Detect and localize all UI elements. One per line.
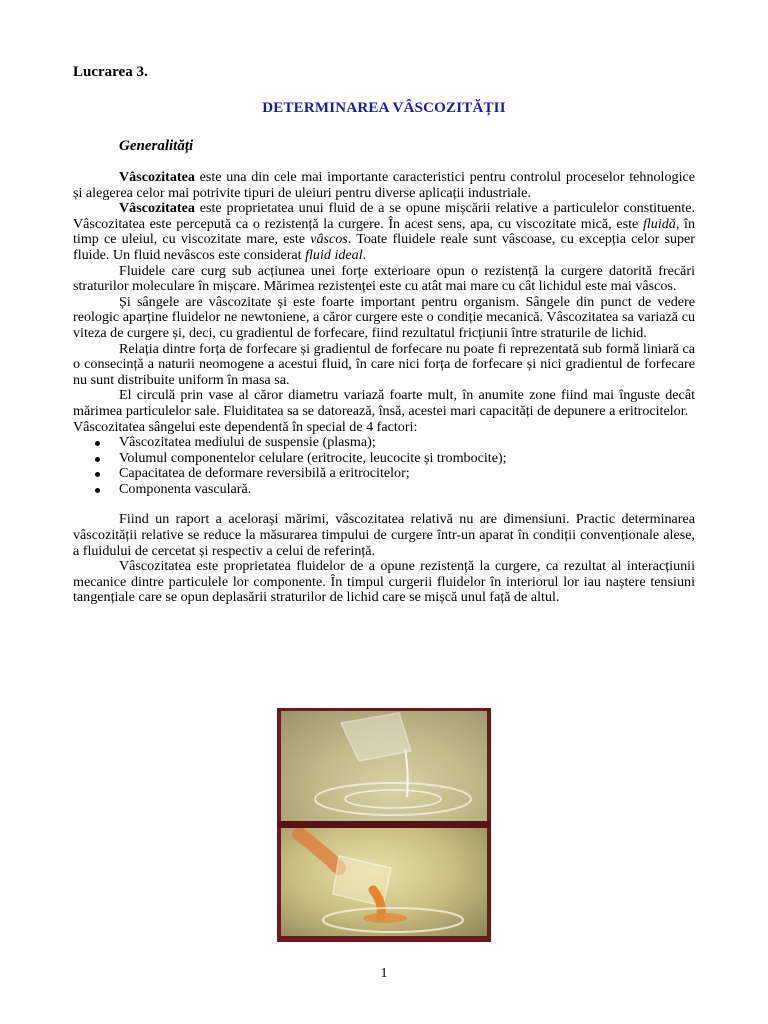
- paragraph-2-text-c: . Toate fluidele reale sunt vâscoase, cu excepția celor super fluide. Un fluid nevâscos este considerat: [73, 231, 696, 263]
- factors-list: [73, 435, 695, 497]
- paragraph-9: Vâscozitatea este proprietatea fluidelor de a opune rezistență la curgere, ca rezultat al interacțiunii mecanice dintre particulele lor componente. În timpul curgerii fluidelor în interiorul lor iau naștere tensiuni tangențiale care se opun deplasării straturilor de lichid care se mișcă unul față de altul.: [73, 558, 695, 606]
- italic-term-vascos: vâscos: [310, 231, 348, 248]
- paragraph-6: El circulă prin vase al căror diametru variază foarte mult, în anumite zone fiind mai înguste decât mărimea particulelor sale. Fluiditatea sa se datorează, însă, acestei mari capacități de depunere a eritrocitelor.: [73, 387, 695, 419]
- page-title: DETERMINAREA VÂSCOZITĂȚII: [262, 100, 506, 116]
- list-item: Capacitatea de deformare reversibilă a eritrocitelor;: [73, 466, 695, 482]
- paragraph-7: Vâscozitatea sângelui este dependentă în special de 4 factori:: [73, 418, 418, 435]
- pouring-water-illustration: [281, 711, 487, 821]
- paragraph-2-text-b: , în timp ce uleiul, cu viscozitate mare, este: [73, 215, 695, 248]
- paragraph-1: [73, 170, 695, 201]
- paragraph-1-text: este una din cele mai importante caracteristici pentru controlul proceselor tehnologice și alegerea celor mai potrivite tipuri de uleiuri pentru diverse aplicații industriale.: [73, 169, 695, 201]
- list-item: Componenta vasculară.: [73, 482, 695, 498]
- paragraph-4: Și sângele are vâscozitate și este foarte important pentru organism. Sângele din punct de vedere reologic aparține fluidelor ne newtoniene, a căror curgere este o condiție mecanică. Vâscozitatea sa variază cu viteza de curgere și, deci, cu gradientul de forfecare, fiind rezultatul fricțiunii între straturile de lichid.: [73, 293, 695, 341]
- italic-term-fluida: fluidă: [642, 215, 676, 232]
- italic-term-fluid-ideal: fluid ideal: [305, 246, 363, 263]
- paragraph-2: [73, 201, 695, 263]
- lab-label: Lucrarea 3.: [73, 64, 148, 80]
- list-item: Vâscozitatea mediului de suspensie (plasma);: [73, 435, 695, 451]
- paragraph-2-text-d: .: [362, 246, 367, 263]
- viscosity-demo-photo: [277, 708, 491, 942]
- photo-frame-viscous: [281, 828, 487, 936]
- pouring-viscous-illustration: [281, 828, 487, 936]
- bold-term: Vâscozitatea: [119, 169, 195, 185]
- paragraph-3: Fluidele care curg sub acțiunea unei forțe exterioare opun o rezistență la curgere datorită frecări straturilor moleculare în mișcare. Mărimea rezistenței este cu atât mai mare cu cât lichidul este mai vâscos.: [73, 262, 695, 295]
- page-number: 1: [380, 966, 388, 981]
- paragraph-5: Relația dintre forța de forfecare și gradientul de forfecare nu poate fi reprezentată sub formă liniară ca o consecință a naturii neomogene a acestui fluid, în care nici forța de forfecare și nici gradientul de forfecare nu sunt distribuite uniform în masa sa.: [73, 340, 695, 388]
- section-heading: Generalități: [119, 138, 194, 154]
- photo-frame-water: [281, 711, 487, 821]
- paragraph-8: Fiind un raport a acelorași mărimi, vâscozitatea relativă nu are dimensiuni. Practic determinarea vâscozității relative se reduce la măsurarea timpului de curgere într-un aparat în condiții convenționale alese, a fluidului de cercetat și respectiv a celui de referință.: [73, 511, 695, 559]
- list-item: Volumul componentelor celulare (eritrocite, leucocite și trombocite);: [73, 451, 695, 467]
- bold-term: Vâscozitatea: [119, 200, 195, 217]
- body-text: [73, 170, 695, 606]
- paragraph-2-text-a: este proprietatea unui fluid de a se opune mișcării relative a particulelor constituente. Vâscozitatea este percepută ca o rezistență la curgere. În acest sens, apa, cu viscozitate mică, este: [73, 200, 695, 232]
- photo-divider: [277, 821, 491, 828]
